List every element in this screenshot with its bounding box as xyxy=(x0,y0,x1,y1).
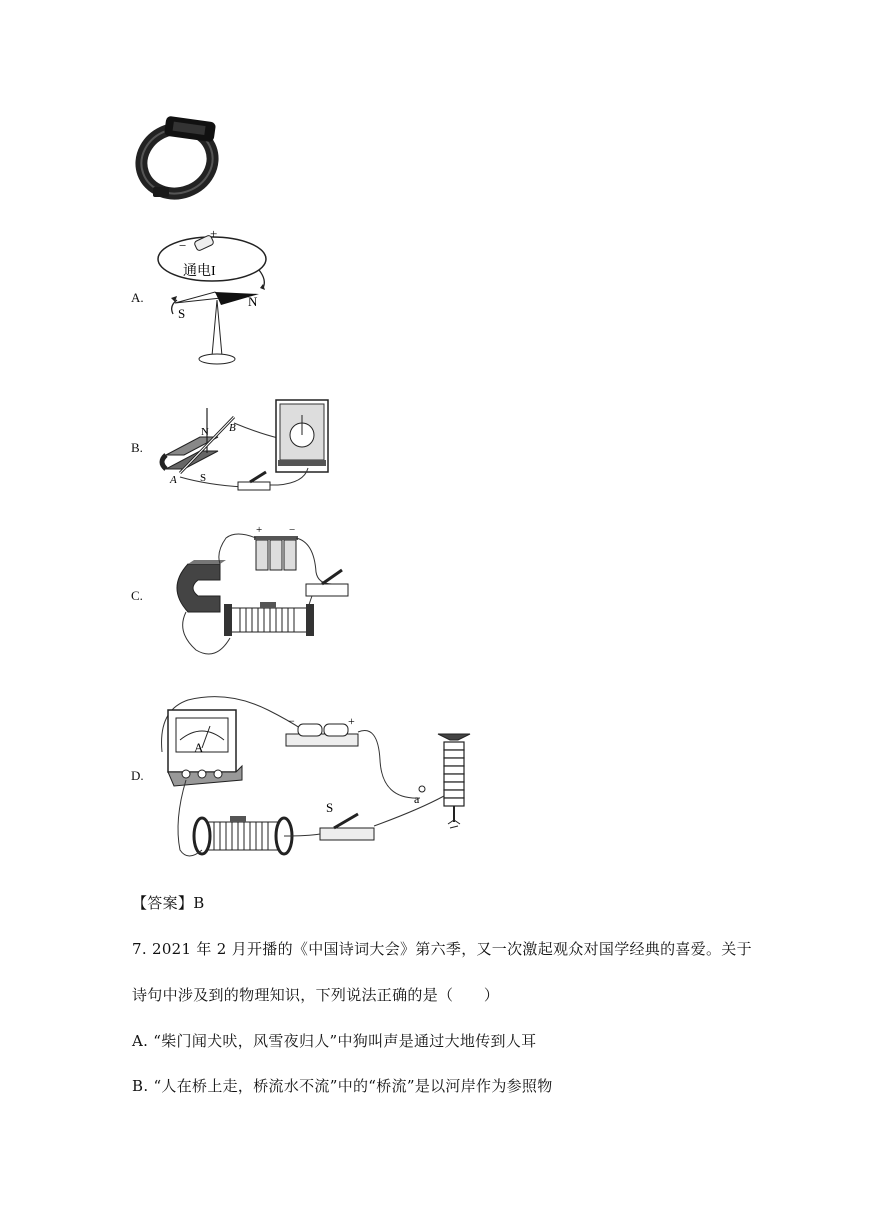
question-7-option-b: B. “人在桥上走，桥流水不流”中的“桥流”是以河岸作为参照物 xyxy=(132,1077,553,1095)
switch-label: S xyxy=(326,800,334,815)
question-7-option-a: A. “柴门闻犬吠，风雪夜归人”中狗叫声是通过大地传到人耳 xyxy=(132,1032,537,1050)
magnet-south-label: S xyxy=(200,472,207,484)
question-7-line-1: 7. 2021 年 2 月开播的《中国诗词大会》第六季，又一次激起观众对国学经典的喜爱。关于 xyxy=(132,940,752,958)
option-a-label: A. xyxy=(131,290,144,305)
figure-c-motor-circuit xyxy=(156,522,356,665)
battery-minus-label: − xyxy=(179,238,187,253)
figure-a-oersted-experiment xyxy=(155,228,280,373)
conductor-end-b-label: B xyxy=(229,422,236,434)
battery-plus-label: + xyxy=(256,524,263,536)
option-b-label: B. xyxy=(131,440,143,455)
compass-south-label: S xyxy=(178,306,186,321)
magnet-north-label: N xyxy=(201,426,209,438)
ammeter-label: A xyxy=(194,740,204,755)
compass-north-label: N xyxy=(248,294,258,309)
smart-band-image xyxy=(133,115,223,205)
option-c-label: C. xyxy=(131,588,143,603)
question-7-line-2: 诗句中涉及到的物理知识，下列说法正确的是（ ） xyxy=(132,986,500,1004)
point-a-label: a xyxy=(414,792,420,806)
cell-plus-label: + xyxy=(348,714,355,728)
current-label: 通电I xyxy=(183,264,216,279)
cell-minus-label: − xyxy=(288,714,295,728)
option-d-label: D. xyxy=(131,768,144,783)
battery-minus-label: − xyxy=(289,524,296,536)
figure-b-induction-experiment xyxy=(158,393,338,498)
battery-plus-label: + xyxy=(210,226,218,241)
conductor-end-a-label: A xyxy=(170,474,177,486)
answer-line: 【答案】B xyxy=(132,894,205,912)
figure-d-electromagnet-circuit xyxy=(158,690,483,868)
